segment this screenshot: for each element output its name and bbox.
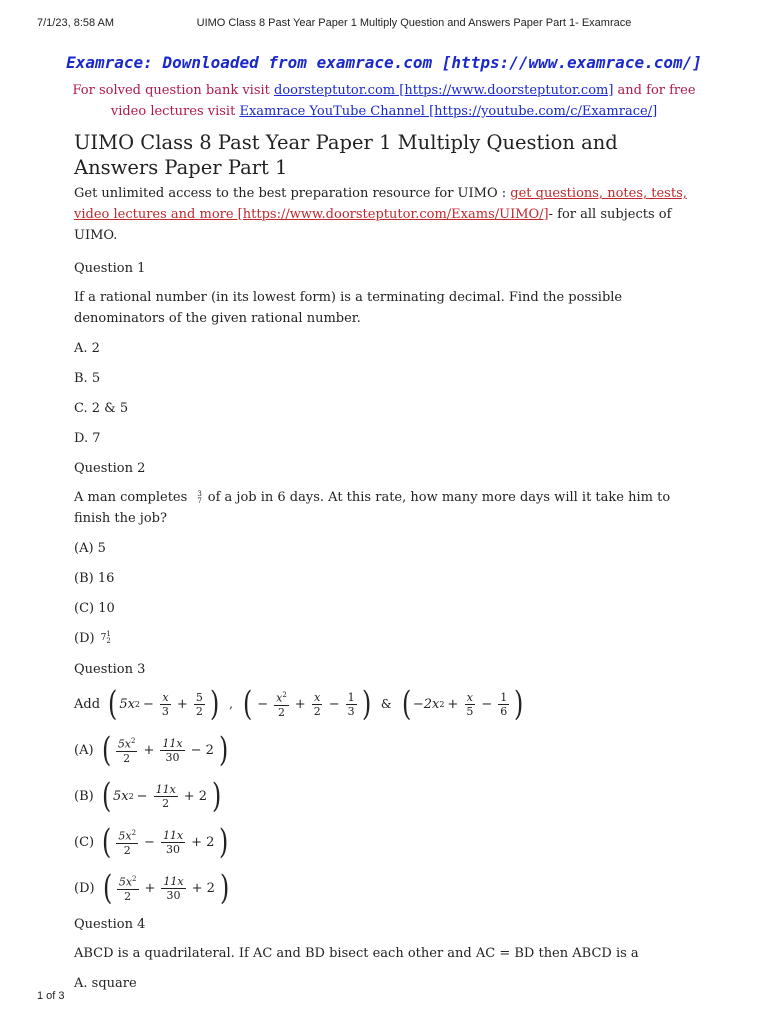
expression-1: ( 5x 2 − $\frac{x}{3}$ + $\frac{5}{2}$ ) [108, 684, 220, 724]
question-3-heading: Question 3 [74, 662, 146, 677]
question-1-option-b: B. 5 [74, 371, 101, 386]
expression-3: ( −2x 2 + $\frac{x}{5}$ − $\frac{1}{6}$ ) [401, 684, 524, 724]
page-counter: 1 of 3 [37, 990, 65, 1002]
question-2-text [74, 487, 694, 529]
question-2-option-b: (B) 16 [74, 571, 115, 586]
question-1-option-d: D. 7 [74, 431, 101, 446]
question-1-option-a: A. 2 [74, 341, 100, 356]
mixed-numerator: 1 [106, 629, 111, 638]
expression-2: ( − $\frac{x^2}{2}$ + $\frac{x}{2}$ − $\frac{1}{3}$ ) [242, 684, 371, 724]
document-content [74, 130, 694, 994]
question-1-heading: Question 1 [74, 261, 146, 276]
question-2-option-d-label: (D) [74, 631, 95, 646]
examrace-banner: Examrace: Downloaded from examrace.com [https://www.examrace.com/] [66, 53, 702, 72]
intro-prefix: Get unlimited access to the best preparation resource for UIMO : [74, 186, 511, 201]
mixed-number [100, 629, 111, 645]
page-title: UIMO Class 8 Past Year Paper 1 Multiply Question and Answers Paper Part 1 [74, 131, 618, 179]
question-4-option-a: A. square [74, 976, 137, 991]
question-3-option-a: (A) ( $\frac{5x^2}{2}$ + $\frac{11x}{30}$ − 2 ) [74, 730, 229, 770]
question-1-option-c: C. 2 & 5 [74, 401, 129, 416]
question-1-text: If a rational number (in its lowest form) is a terminating decimal. Find the possible denominators of the given rational number. [74, 290, 623, 326]
question-3-add-label: Add [74, 696, 101, 712]
mixed-whole: 7 [100, 633, 107, 643]
mixed-denominator: 2 [106, 636, 111, 645]
question-3-option-c: (C) ( $\frac{5x^2}{2}$ − $\frac{11x}{30}$ + 2 ) [74, 822, 229, 862]
question-3-expression [74, 682, 694, 726]
uimo-resources-link[interactable]: get questions, notes, tests, video lectures and more [https://www.doorsteptutor.com/Exams/UIMO/] [74, 186, 687, 222]
ampersand-separator: & [380, 696, 392, 711]
question-2-text-after: of a job in 6 days. At this rate, how many more days will it take him to finish the job? [74, 490, 671, 526]
question-2-text-before: A man completes [74, 490, 188, 505]
print-header [0, 0, 768, 40]
question-2-option-d [74, 628, 694, 649]
question-2-heading: Question 2 [74, 461, 146, 476]
question-2-option-a: (A) 5 [74, 541, 106, 556]
question-2-option-c: (C) 10 [74, 601, 115, 616]
youtube-channel-link[interactable]: Examrace YouTube Channel [https://youtube.com/c/Examrace/] [239, 104, 658, 119]
comma-separator: , [229, 696, 233, 711]
question-4-text: ABCD is a quadrilateral. If AC and BD bisect each other and AC = BD then ABCD is a [74, 946, 639, 961]
print-timestamp: 7/1/23, 8:58 AM [37, 17, 115, 29]
fraction-numerator: 3 [197, 489, 202, 498]
intro-suffix: - for all subjects of UIMO. [74, 207, 672, 243]
fraction-denominator: 7 [197, 496, 202, 505]
solved-middle: and for free video lectures visit [110, 83, 696, 119]
question-3-option-d: (D) ( $\frac{5x^2}{2}$ + $\frac{11x}{30}$ + 2 ) [74, 868, 230, 908]
fraction-three-sevenths [197, 491, 201, 505]
solved-question-bank-note [70, 80, 698, 122]
question-4-heading: Question 4 [74, 917, 146, 932]
doorsteptutor-link[interactable]: doorsteptutor.com [https://www.doorsteptutor.com] [274, 83, 614, 98]
print-page-title: UIMO Class 8 Past Year Paper 1 Multiply Question and Answers Paper Part 1- Examrace [196, 17, 632, 29]
intro-paragraph [74, 183, 694, 246]
question-3-option-b: (B) ( 5x 2 − $\frac{11x}{2}$ + 2 ) [74, 776, 222, 816]
solved-prefix: For solved question bank visit [72, 83, 275, 98]
